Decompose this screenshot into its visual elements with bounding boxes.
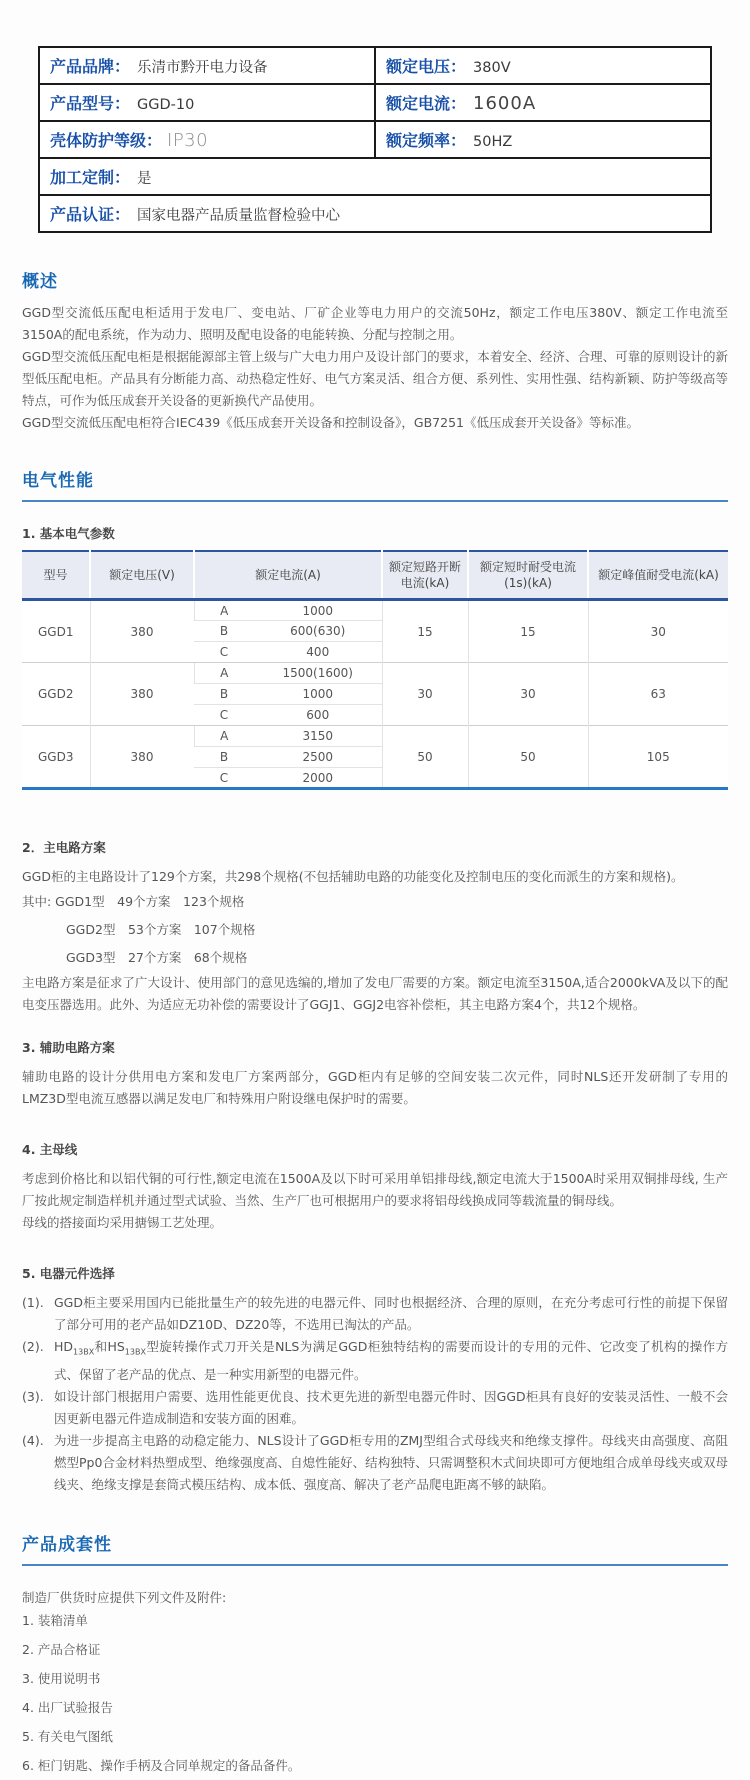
spec-row <box>39 195 711 232</box>
kit-list-item: 4. 出厂试验报告 <box>22 1699 113 1715</box>
table-row <box>22 600 728 621</box>
spec-value: 乐清市黔开电力设备 <box>137 60 268 76</box>
kit-list-item: 5. 有关电气图纸 <box>22 1728 113 1744</box>
electrical-title: 电气性能 <box>22 466 728 502</box>
cell-withstand: 30 <box>468 663 588 726</box>
col-header-withstand: 额定短时耐受电流(1s)(kA) <box>468 551 588 600</box>
spec-label: 额定频率： <box>386 131 467 150</box>
item-subscript: 13BX <box>124 1347 146 1357</box>
spec-cell-custom <box>39 158 711 195</box>
component-item <box>22 1430 728 1496</box>
table-row <box>22 726 728 747</box>
cell-breaking: 50 <box>382 726 468 789</box>
item-number: (1). <box>22 1295 44 1310</box>
spec-cell-rated-voltage <box>375 47 711 84</box>
cell-voltage: 380 <box>90 600 194 663</box>
item-text: GGD柜主要采用国内已能批量生产的较先进的电器元件、同时也根据经济、合理的原则，在充分考虑可行性的前提下保留了部分可用的老产品如DZ10D、DZ20等，不选用已淘汰的产品。 <box>54 1295 728 1332</box>
spec-row <box>39 121 711 158</box>
cell-letter: B <box>194 684 254 705</box>
item-text-part: HD <box>54 1339 74 1354</box>
item-text-part: 和HS <box>94 1339 125 1354</box>
col-header-breaking: 额定短路开断电流(kA) <box>382 551 468 600</box>
kit-list-item: 1. 装箱清单 <box>22 1612 88 1628</box>
electrical-parameters-table <box>22 550 728 790</box>
aux-circuit-paragraph: 辅助电路的设计分供用电方案和发电厂方案两部分，GGD柜内有足够的空间安装二次元件，同时NLS还开发研制了专用的LMZ3D型电流互感器以满足发电厂和特殊用户附设继电保护时的需要。 <box>22 1069 728 1106</box>
item-text <box>54 1336 728 1386</box>
spec-cell-model <box>39 84 375 121</box>
cell-letter: C <box>194 705 254 726</box>
cell-model: GGD3 <box>22 726 90 789</box>
kit-list-item: 3. 使用说明书 <box>22 1670 101 1686</box>
cell-voltage: 380 <box>90 663 194 726</box>
completeness-title: 产品成套性 <box>22 1530 728 1566</box>
item-number: (3). <box>22 1388 44 1404</box>
col-header-current: 额定电流(A) <box>194 551 382 600</box>
cell-peak: 105 <box>588 726 728 789</box>
spec-row <box>39 47 711 84</box>
item-number: (2). <box>22 1339 44 1354</box>
spec-label: 壳体防护等级： <box>50 131 163 150</box>
item-number: (4). <box>22 1432 44 1448</box>
cell-current: 2500 <box>254 747 382 768</box>
cell-peak: 63 <box>588 663 728 726</box>
spec-cell-brand <box>39 47 375 84</box>
spec-value: 国家电器产品质量监督检验中心 <box>137 208 341 224</box>
cell-current: 2000 <box>254 768 382 789</box>
spec-table <box>38 46 712 233</box>
cell-breaking: 15 <box>382 600 468 663</box>
spec-row <box>39 84 711 121</box>
cell-letter: A <box>194 726 254 747</box>
spec-label: 加工定制： <box>50 168 131 187</box>
spec-value: GGD-10 <box>137 97 195 113</box>
component-selection-title: 5. 电器元件选择 <box>22 1266 115 1281</box>
spec-cell-frequency <box>375 121 711 158</box>
spec-label: 产品品牌： <box>50 57 131 76</box>
scheme-stat-line: GGD3型 27个方案 68个规格 <box>66 950 248 965</box>
cell-peak: 30 <box>588 600 728 663</box>
spec-cell-protection <box>39 121 375 158</box>
cell-letter: C <box>194 768 254 789</box>
scheme-stat-line: GGD2型 53个方案 107个规格 <box>66 922 256 937</box>
main-circuit-paragraph: 主电路方案是征求了广大设计、使用部门的意见选编的,增加了发电厂需要的方案。额定电流至3150A,适合2000kVA及以下的配电变压器选用。此外、为适应无功补偿的需要设计了GGJ1、GGJ2电容补偿柜，其主电路方案4个，共12个规格。 <box>22 975 728 1012</box>
cell-letter: C <box>194 642 254 663</box>
main-busbar-paragraph: 母线的搭接面均采用搪锡工艺处理。 <box>22 1215 223 1230</box>
main-busbar-title: 4. 主母线 <box>22 1142 78 1157</box>
spec-table-section <box>0 0 750 233</box>
cell-current: 3150 <box>254 726 382 747</box>
table-row <box>22 663 728 684</box>
electrical-subheading: 1. 基本电气参数 <box>22 526 115 541</box>
cell-current: 600(630) <box>254 621 382 642</box>
spec-value: IP30 <box>167 130 209 151</box>
spec-label: 产品认证： <box>50 205 131 224</box>
kit-list-item: 6. 柜门钥匙、操作手柄及合同单规定的备品备件。 <box>22 1757 301 1773</box>
table-header-row <box>22 551 728 600</box>
cell-letter: B <box>194 621 254 642</box>
spec-row <box>39 158 711 195</box>
spec-label: 额定电压： <box>386 57 467 76</box>
overview-paragraph: GGD型交流低压配电柜适用于发电厂、变电站、厂矿企业等电力用户的交流50Hz，额定工作电压380V、额定工作电流至3150A的配电系统，作为动力、照明及配电设备的电能转换、分配与控制之用。 <box>22 305 728 342</box>
overview-title: 概述 <box>22 272 58 292</box>
spec-value: 50HZ <box>473 134 513 150</box>
kit-list-item: 2. 产品合格证 <box>22 1641 101 1657</box>
col-header-voltage: 额定电压(V) <box>90 551 194 600</box>
component-item <box>22 1336 728 1386</box>
overview-paragraph: GGD型交流低压配电柜是根据能源部主管上级与广大电力用户及设计部门的要求，本着安全、经济、合理、可靠的原则设计的新型低压配电柜。产品具有分断能力高、动热稳定性好、电气方案灵活、组合方便、系列性、实用性强、结构新颖、防护等级高等特点，可作为低压成套开关设备的更新换代产品使用。 <box>22 349 728 408</box>
cell-letter: A <box>194 600 254 621</box>
overview-paragraph: GGD型交流低压配电柜符合IEC439《低压成套开关设备和控制设备》，GB7251《低压成套开关设备》等标准。 <box>22 415 639 430</box>
main-busbar-paragraph: 考虑到价格比和以铝代铜的可行性,额定电流在1500A及以下时可采用单铝排母线,额定电流大于1500A时采用双铜排母线, 生产厂按此规定制造样机并通过型式试验、当然、生产厂也可根据用户的要求将铝母线换成同等载流量的铜母线。 <box>22 1171 728 1208</box>
cell-model: GGD1 <box>22 600 90 663</box>
completeness-intro: 制造厂供货时应提供下列文件及附件: <box>22 1589 227 1605</box>
col-header-peak: 额定峰值耐受电流(kA) <box>588 551 728 600</box>
cell-current: 1500(1600) <box>254 663 382 684</box>
spec-value: 是 <box>137 171 152 187</box>
cell-current: 1000 <box>254 600 382 621</box>
cell-current: 400 <box>254 642 382 663</box>
cell-breaking: 30 <box>382 663 468 726</box>
cell-withstand: 15 <box>468 600 588 663</box>
col-header-model: 型号 <box>22 551 90 600</box>
spec-label: 产品型号： <box>50 94 131 113</box>
cell-current: 1000 <box>254 684 382 705</box>
spec-label: 额定电流： <box>386 94 467 113</box>
cell-voltage: 380 <box>90 726 194 789</box>
item-text: 如设计部门根据用户需要、选用性能更优良、技术更先进的新型电器元件时、因GGD柜具有良好的安装灵活性、一般不会因更新电器元件造成制造和安装方面的困难。 <box>54 1388 728 1426</box>
item-text: 为进一步提高主电路的动稳定能力、NLS设计了GGD柜专用的ZMJ型组合式母线夹和绝缘支撑件。母线夹由高强度、高阻燃型Pp0合金材料热塑成型、绝缘强度高、自熄性能好、结构独特、只需调整积木式间块即可方便地组合成单母线夹或双母线夹、绝缘支撑是套筒式模压结构、成本低、强度高、解决了老产品爬电距离不够的缺陷。 <box>54 1432 728 1492</box>
spec-value: 1600A <box>473 93 537 114</box>
item-text-part: 型旋转操作式刀开关是NLS为满足GGD柜独特结构的需要而设计的专用的元件、它改变了机构的操作方式、保留了老产品的优点、是一种实用新型的电器元件。 <box>54 1339 728 1382</box>
main-circuit-title: 2．主电路方案 <box>22 840 106 855</box>
cell-letter: B <box>194 747 254 768</box>
spec-cell-rated-current <box>375 84 711 121</box>
component-item <box>22 1292 728 1336</box>
aux-circuit-title: 3. 辅助电路方案 <box>22 1040 115 1055</box>
cell-current: 600 <box>254 705 382 726</box>
cell-letter: A <box>194 663 254 684</box>
spec-value: 380V <box>473 60 511 76</box>
cell-withstand: 50 <box>468 726 588 789</box>
spec-cell-certification <box>39 195 711 232</box>
cell-model: GGD2 <box>22 663 90 726</box>
main-circuit-paragraph: GGD柜的主电路设计了129个方案，共298个规格(不包括辅助电路的功能变化及控制电压的变化而派生的方案和规格)。 <box>22 869 684 884</box>
item-subscript: 13BX <box>73 1347 95 1357</box>
scheme-stat-line: 其中: GGD1型 49个方案 123个规格 <box>22 894 245 909</box>
component-item <box>22 1386 728 1430</box>
